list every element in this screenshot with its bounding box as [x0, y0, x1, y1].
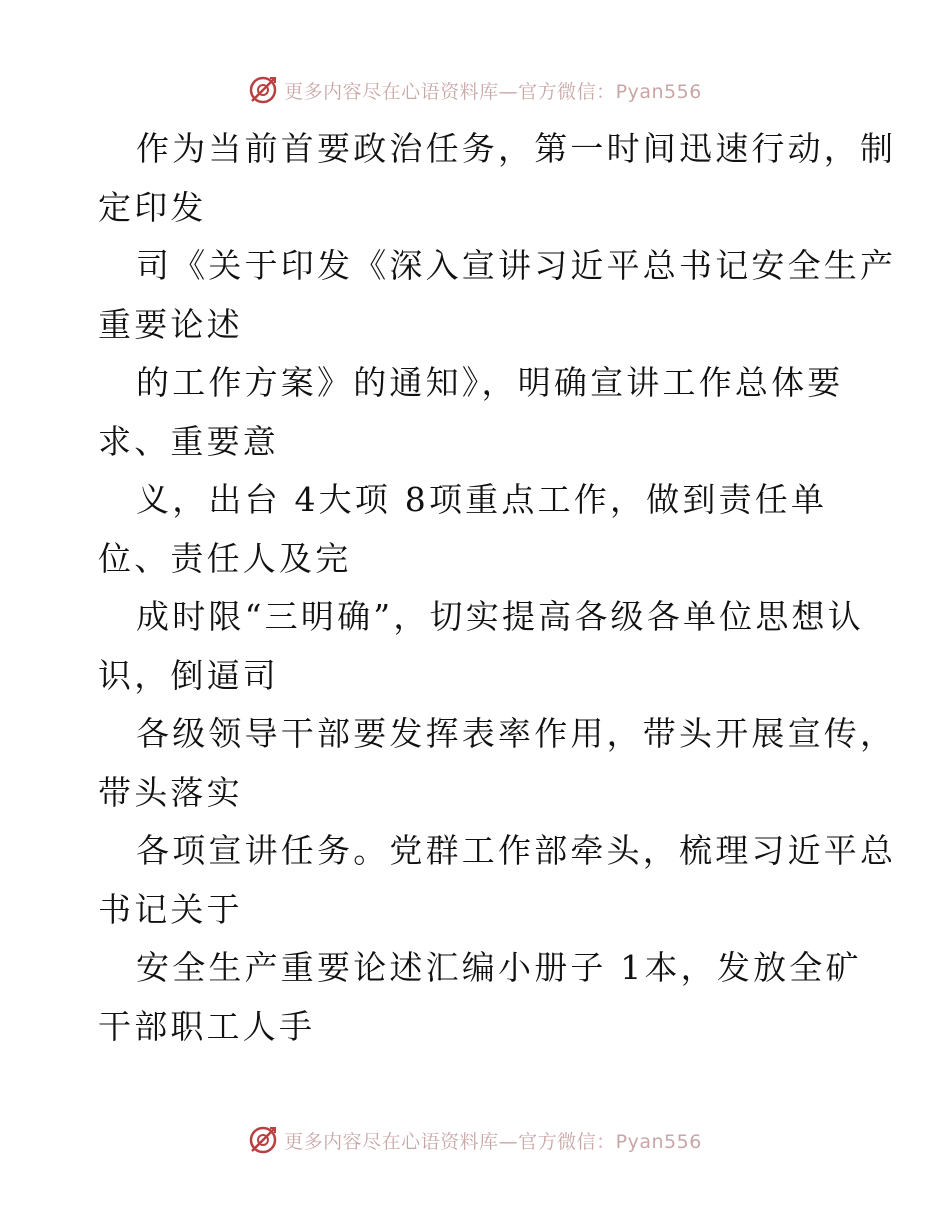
- watermark-text: 更多内容尽在心语资料库—官方微信：Pyan556: [284, 80, 702, 103]
- document-body: [98, 120, 897, 1056]
- text-line: 书记关于: [98, 889, 243, 929]
- text-line: 司《关于印发《深入宣讲习近平总书记安全生产: [136, 246, 897, 285]
- text-line: 成时限“三明确”，切实提高各级各单位思想认: [136, 597, 864, 636]
- text-line: 安全生产重要论述汇编小册子 1本，发放全矿: [136, 948, 862, 987]
- text-line: 位、责任人及完: [98, 538, 352, 578]
- text-line: 各级领导干部要发挥表率作用，带头开展宣传，: [136, 714, 897, 753]
- watermark-text: 更多内容尽在心语资料库—官方微信：Pyan556: [284, 1130, 702, 1153]
- logo-icon: [248, 75, 278, 105]
- text-line: 带头落实: [98, 772, 243, 812]
- text-line: 作为当前首要政治任务，第一时间迅速行动，制: [136, 129, 897, 168]
- text-line: 求、重要意: [98, 421, 279, 461]
- text-line: 的工作方案》的通知》，明确宣讲工作总体要: [136, 363, 844, 402]
- footer-watermark: [0, 1122, 950, 1158]
- text-line: 义，出台 4大项 8项重点工作，做到责任单: [136, 480, 828, 519]
- text-line: 各项宣讲任务。党群工作部牵头，梳理习近平总: [136, 831, 897, 870]
- text-line: 定印发: [98, 187, 207, 227]
- header-watermark: [0, 72, 950, 108]
- text-line: 干部职工人手: [98, 1006, 316, 1046]
- text-line: 识，倒逼司: [98, 655, 279, 695]
- text-line: 重要论述: [98, 304, 243, 344]
- logo-icon: [248, 1125, 278, 1155]
